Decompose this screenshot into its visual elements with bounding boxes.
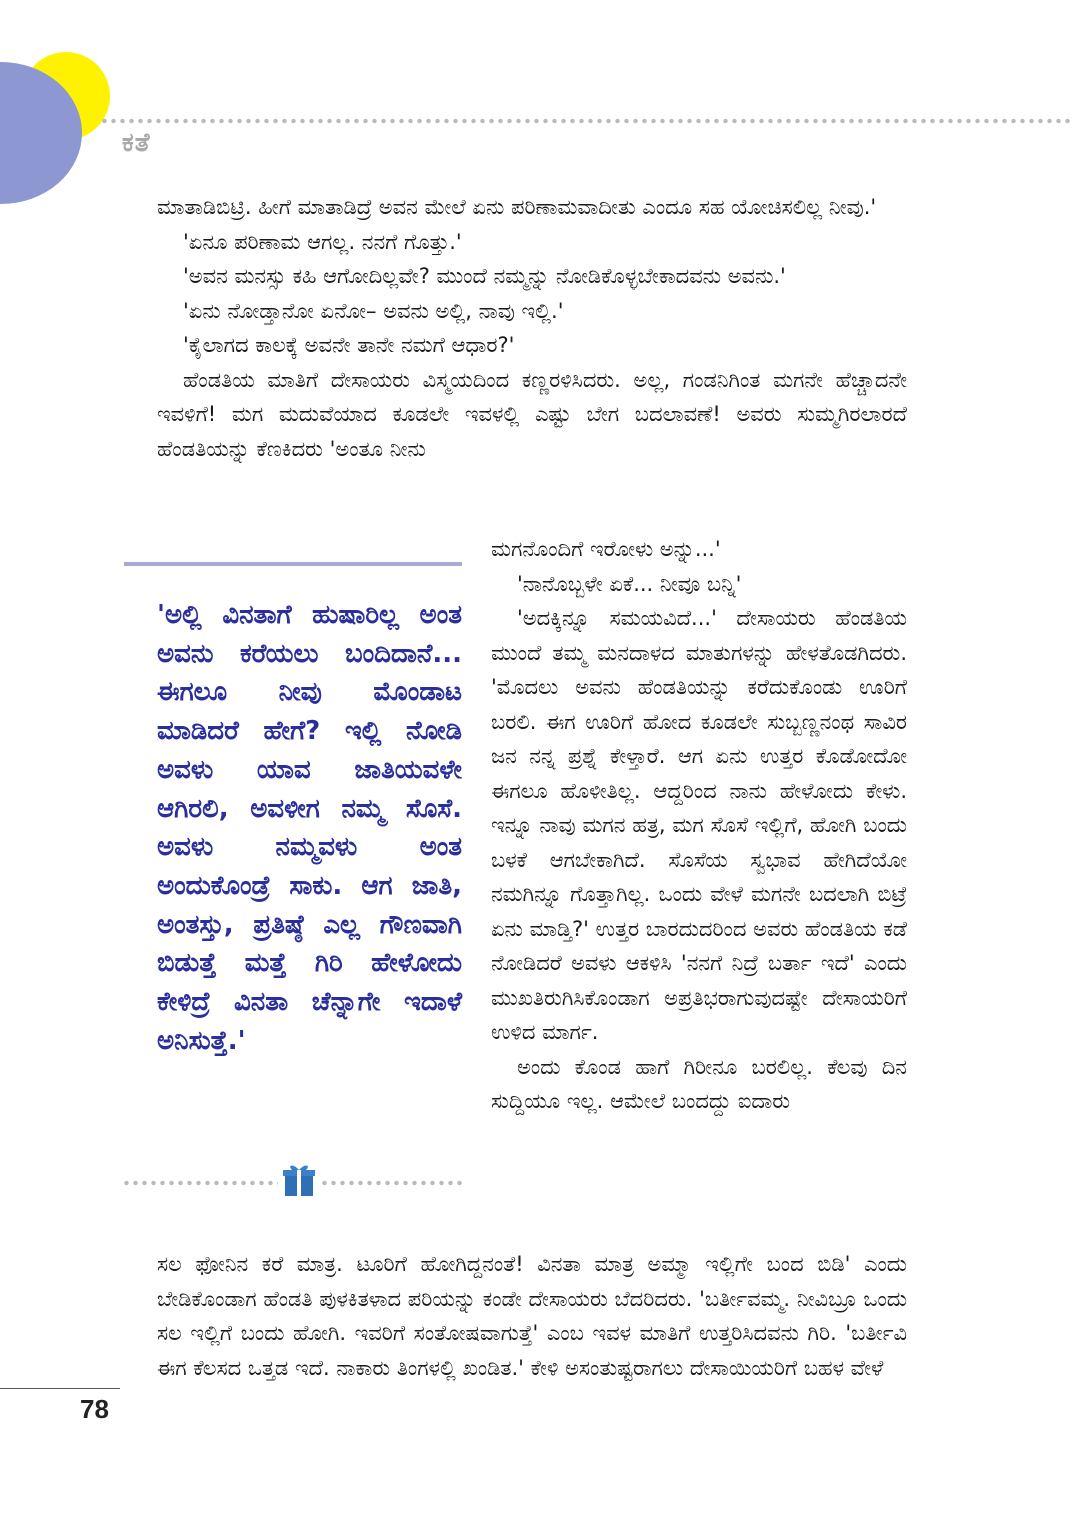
story-paragraph: ಮಗನೊಂದಿಗೆ ಇರೋಳು ಅನ್ನು...' — [491, 537, 721, 561]
pull-quote-top-rule — [124, 562, 462, 566]
story-top-column — [157, 190, 907, 466]
story-paragraph: 'ಏನು ನೋಡ್ತಾನೋ ಏನೋ– ಅವನು ಅಲ್ಲಿ, ನಾವು ಇಲ್ಲಿ.' — [183, 298, 564, 323]
header-dotted-divider — [100, 118, 1072, 124]
gift-icon — [283, 1163, 315, 1197]
story-paragraph: ಅಂದು ಕೊಂಡ ಹಾಗೆ ಗಿರೀನೂ ಬರಲಿಲ್ಲ. ಕೆಲವು ದಿನ ಸುದ್ದಿಯೂ ಇಲ್ಲ. ಆಮೇಲೆ ಬಂದದ್ದು ಐದಾರು — [491, 1054, 907, 1113]
page-number: 78 — [80, 1394, 109, 1424]
story-right-column — [491, 532, 907, 1119]
footer-rule — [0, 1388, 120, 1389]
story-paragraph: 'ಅದಕ್ಕಿನ್ನೂ ಸಮಯವಿದೆ...' ದೇಸಾಯರು ಹೆಂಡತಿಯ ಮುಂದೆ ತಮ್ಮ ಮನದಾಳದ ಮಾತುಗಳನ್ನು ಹೇಳತೊಡಗಿದರು. 'ಮೊದಲು ಅವನು ಹೆಂಡತಿಯನ್ನು ಕರೆದುಕೊಂಡು ಊರಿಗೆ ಬರಲಿ. ಈಗ ಊರಿಗೆ ಹೋದ ಕೂಡಲೇ ಸುಬ್ಬಣ್ಣನಂಥ ಸಾವಿರ ಜನ ನನ್ನ ಪ್ರಶ್ನೆ ಕೇಳ್ತಾರೆ. ಆಗ ಏನು ಉತ್ತರ ಕೊಡೋದೋ ಈಗಲೂ ಹೊಳೀತಿಲ್ಲ. ಆದ್ದರಿಂದ ನಾನು ಹೇಳೋದು ಕೇಳು. ಇನ್ನೂ ನಾವು ಮಗನ ಹತ್ರ, ಮಗ ಸೊಸೆ ಇಲ್ಲಿಗೆ, ಹೋಗಿ ಬಂದು ಬಳಕೆ ಆಗಬೇಕಾಗಿದೆ. ಸೊಸೆಯ ಸ್ವಭಾವ ಹೇಗಿದೆಯೋ ನಮಗಿನ್ನೂ ಗೊತ್ತಾಗಿಲ್ಲ. ಒಂದು ವೇಳೆ ಮಗನೇ ಬದಲಾಗಿ ಬಿಟ್ರೆ ಏನು ಮಾಡ್ತಿ?' ಉತ್ತರ ಬಾರದುದರಿಂದ ಅವರು ಹೆಂಡತಿಯ ಕಡೆ ನೋಡಿದರೆ ಅವಳು ಆಕಳಿಸಿ 'ನನಗೆ ನಿದ್ರೆ ಬರ್ತಾ ಇದೆ' ಎಂದು ಮುಖತಿರುಗಿಸಿಕೊಂಡಾಗ ಅಪ್ರತಿಭರಾಗುವುದಷ್ಟೇ ದೇಸಾಯರಿಗೆ ಉಳಿದ ಮಾರ್ಗ. — [491, 606, 907, 1044]
story-paragraph: 'ಅವನ ಮನಸ್ಸು ಕಹಿ ಆಗೋದಿಲ್ಲವೇ? ಮುಂದೆ ನಮ್ಮನ್ನು ನೋಡಿಕೊಳ್ಳಬೇಕಾದವನು ಅವನು.' — [183, 264, 786, 288]
story-paragraph: ಸಲ ಫೋನಿನ ಕರೆ ಮಾತ್ರ. ಟೂರಿಗೆ ಹೋಗಿದ್ದನಂತೆ! ವಿನತಾ ಮಾತ್ರ ಅಮ್ಮಾ ಇಲ್ಲಿಗೇ ಬಂದ ಬಿಡಿ' ಎಂದು ಬೇಡಿಕೊಂಡಾಗ ಹೆಂಡತಿ ಪುಳಕಿತಳಾದ ಪರಿಯನ್ನು ಕಂಡೇ ದೇಸಾಯರು ಬೆದರಿದರು. 'ಬರ್ತೀವಮ್ಮ. ನೀವಿಬ್ರೂ ಒಂದು ಸಲ ಇಲ್ಲಿಗೆ ಬಂದು ಹೋಗಿ. ಇವರಿಗೆ ಸಂತೋಷವಾಗುತ್ತೆ' ಎಂಬ ಇವಳ ಮಾತಿಗೆ ಉತ್ತರಿಸಿದವನು ಗಿರಿ. 'ಬರ್ತೀವಿ ಈಗ ಕೆಲಸದ ಒತ್ತಡ ಇದೆ. ನಾಕಾರು ತಿಂಗಳಲ್ಲಿ ಖಂಡಿತ.' ಕೇಳಿ ಅಸಂತುಷ್ಟರಾಗಲು ದೇಸಾಯಿಯರಿಗೆ ಬಹಳ ವೇಳೆ — [157, 1252, 907, 1380]
story-paragraph: 'ಕೈಲಾಗದ ಕಾಲಕ್ಕೆ ಅವನೇ ತಾನೇ ನಮಗೆ ಆಧಾರ?' — [183, 333, 515, 357]
story-paragraph: ಹೆಂಡತಿಯ ಮಾತಿಗೆ ದೇಸಾಯರು ವಿಸ್ಮಯದಿಂದ ಕಣ್ಣರಳಿಸಿದರು. ಅಲ್ಲ, ಗಂಡನಿಗಿಂತ ಮಗನೇ ಹೆಚ್ಚಾದನೇ ಇವಳಿಗೆ! ಮಗ ಮದುವೆಯಾದ ಕೂಡಲೇ ಇವಳಲ್ಲಿ ಎಷ್ಟು ಬೇಗ ಬದಲಾವಣೆ! ಅವರು ಸುಮ್ಮಗಿರಲಾರದೆ ಹೆಂಡತಿಯನ್ನು ಕೆಣಕಿದರು 'ಅಂತೂ ನೀನು — [157, 367, 907, 461]
pull-quote: 'ಅಲ್ಲಿ ವಿನತಾಗೆ ಹುಷಾರಿಲ್ಲ ಅಂತ ಅವನು ಕರೆಯಲು ಬಂದಿದಾನೆ... ಈಗಲೂ ನೀವು ಮೊಂಡಾಟ ಮಾಡಿದರೆ ಹೇಗೆ? ಇಲ್ಲಿ ನೋಡಿ ಅವಳು ಯಾವ ಜಾತಿಯವಳೇ ಆಗಿರಲಿ, ಅವಳೀಗ ನಮ್ಮ ಸೊಸೆ. ಅವಳು ನಮ್ಮವಳು ಅಂತ ಅಂದುಕೊಂಡ್ರೆ ಸಾಕು. ಆಗ ಜಾತಿ, ಅಂತಸ್ತು, ಪ್ರತಿಷ್ಠೆ ಎಲ್ಲ ಗೌಣವಾಗಿ ಬಿಡುತ್ತೆ ಮತ್ತೆ ಗಿರಿ ಹೇಳೋದು ಕೇಳಿದ್ರೆ ವಿನತಾ ಚೆನ್ನಾಗೇ ಇದಾಳೆ ಅನಿಸುತ್ತೆ.' — [157, 600, 462, 1056]
story-paragraph: 'ಏನೂ ಪರಿಣಾಮ ಆಗಲ್ಲ. ನನಗೆ ಗೊತ್ತು.' — [183, 229, 462, 254]
pull-quote-dotted-divider-left — [122, 1180, 278, 1186]
section-label: ಕತೆ — [122, 128, 151, 158]
story-paragraph: ಮಾತಾಡಿಬಿಟ್ರಿ. ಹೀಗೆ ಮಾತಾಡಿದ್ರೆ ಅವನ ಮೇಲೆ ಏನು ಪರಿಣಾಮವಾದೀತು ಎಂದೂ ಸಹ ಯೋಚಿಸಲಿಲ್ಲ ನೀವು.' — [157, 195, 877, 219]
pull-quote-dotted-divider-right — [320, 1180, 464, 1186]
story-bottom-column — [157, 1247, 907, 1385]
story-paragraph: 'ನಾನೊಬ್ಬಳೇ ಏಕೆ... ನೀವೂ ಬನ್ನಿ' — [517, 571, 742, 596]
